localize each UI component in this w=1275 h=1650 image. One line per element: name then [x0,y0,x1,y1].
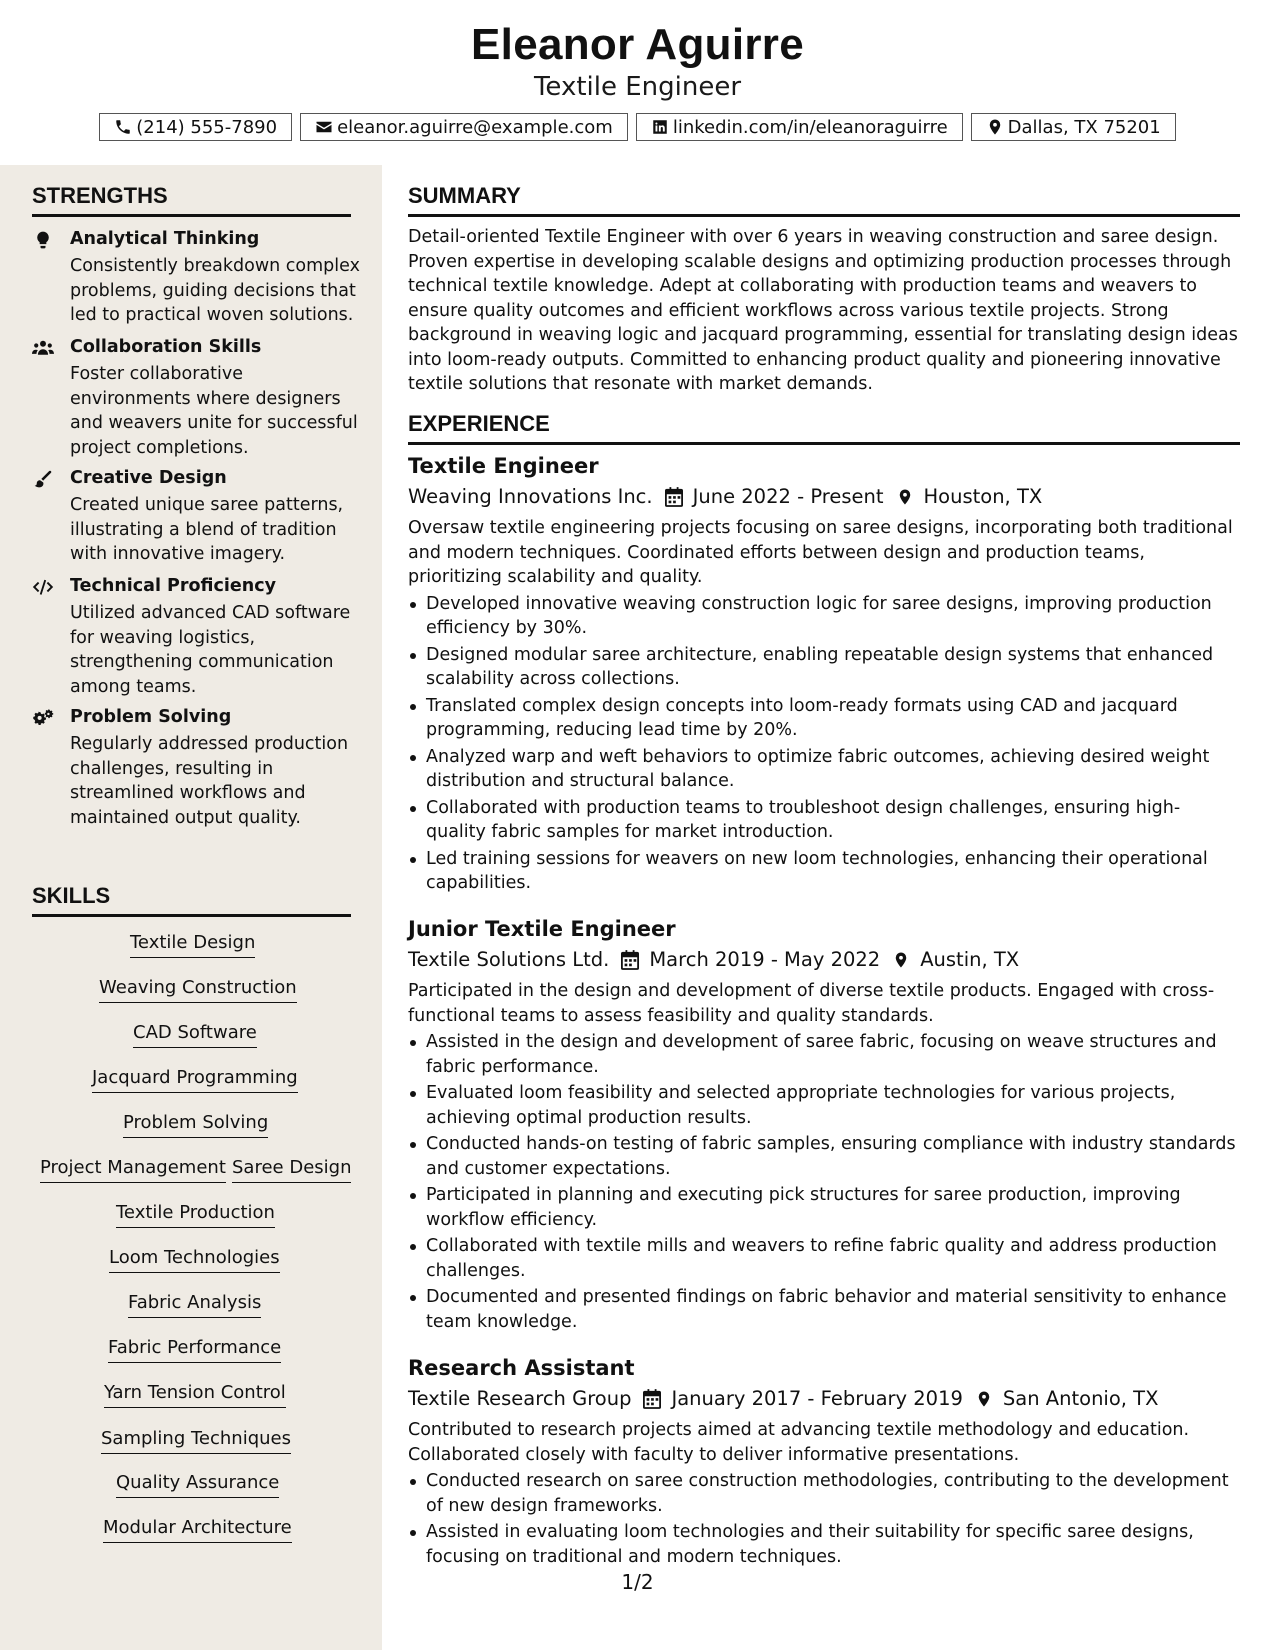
phone-icon [114,118,132,136]
skill-tag: Weaving Construction [99,977,297,1003]
contact-location-text: Dallas, TX 75201 [1007,116,1161,138]
job-bullets [408,1030,1240,1334]
skill-tag: Textile Design [130,932,255,958]
job-bullet: Collaborated with production teams to troubleshoot design challenges, ensuring high-quality fabric samples for market introduction. [408,796,1240,845]
contact-email[interactable] [300,113,628,141]
users-icon [32,338,56,358]
job-bullet: Analyzed warp and weft behaviors to optimize fabric outcomes, achieving desired weight distribution and structural balance. [408,745,1240,794]
skill-tag: CAD Software [133,1022,257,1048]
job-bullet: Assisted in the design and development of saree fabric, focusing on weave structures and fabric performance. [408,1030,1240,1079]
skill-tag: Loom Technologies [109,1247,280,1273]
contact-location[interactable] [971,113,1176,141]
skill-tag: Fabric Analysis [128,1292,261,1318]
strength-description: Regularly addressed production challenges, resulting in streamlined workflows and maintained output quality. [70,734,349,828]
skill-tag: Problem Solving [123,1112,268,1138]
strength-name: Analytical Thinking [70,229,260,249]
candidate-title: Textile Engineer [533,72,742,102]
calendar-icon [643,1389,661,1409]
paintbrush-icon [32,469,56,489]
job-bullet: Developed innovative weaving construction logic for saree designs, improving production efficiency by 30%. [408,592,1240,641]
map-pin-icon [896,487,914,507]
job-title: Research Assistant [408,1356,635,1380]
job-bullet: Assisted in evaluating loom technologies and their suitability for specific saree designs, focusing on traditional and modern techniques. [408,1520,1240,1569]
job-bullet: Conducted research on saree construction methodologies, contributing to the development of new design frameworks. [408,1469,1240,1518]
strength-name: Problem Solving [70,707,232,727]
job-bullet: Conducted hands-on testing of fabric samples, ensuring compliance with industry standards and customer expectations. [408,1132,1240,1181]
job-title: Junior Textile Engineer [408,917,676,941]
strength-description: Consistently breakdown complex problems, guiding decisions that led to practical woven solutions. [70,256,360,325]
strength-name: Collaboration Skills [70,337,262,357]
skill-tag: Yarn Tension Control [104,1382,286,1408]
job-location: San Antonio, TX [1002,1387,1159,1410]
strength-name: Technical Proficiency [70,576,276,596]
job-bullets [408,592,1240,896]
skills-heading: SKILLS [32,883,351,917]
contact-linkedin[interactable] [636,113,963,141]
job-location: Houston, TX [923,485,1043,508]
calendar-icon [665,487,683,507]
job-dates: March 2019 - May 2022 [649,948,881,971]
skill-tag: Sampling Techniques [101,1428,291,1454]
job-description: Contributed to research projects aimed at advancing textile methodology and education. Collaborated closely with faculty to deliver informative presentations. [408,1420,1190,1465]
job-description: Oversaw textile engineering projects focusing on saree designs, incorporating both traditional and modern techniques. Coordinated efforts between design and production teams, prioritizing scalability and quality. [408,518,1233,587]
map-pin-icon [975,1389,993,1409]
job-meta [408,1384,1240,1414]
job-dates: June 2022 - Present [692,485,884,508]
job-bullet: Participated in planning and executing pick structures for saree production, improving workflow efficiency. [408,1183,1240,1232]
skill-tag: Modular Architecture [103,1517,292,1543]
gears-icon [32,708,56,728]
contact-bar [0,113,1275,141]
contact-email-text: eleanor.aguirre@example.com [337,116,613,138]
job-title: Textile Engineer [408,454,599,478]
summary-text: Detail-oriented Textile Engineer with over 6 years in weaving construction and saree design. Proven expertise in developing scalable designs and optimizing production processes through technical textile knowledge. Adept at collaborating with production teams and weavers to ensure quality outcomes and efficient workflows across various textile projects. Strong background in weaving logic and jacquard programming, essential for translating design ideas into loom-ready outputs. Committed to enhancing product quality and pioneering innovative textile solutions that resonate with market demands. [408,227,1238,394]
envelope-icon [315,118,333,136]
job-entry [408,914,1240,1334]
resume-header [0,0,1275,165]
job-meta [408,482,1240,512]
job-bullets [408,1469,1240,1569]
job-bullet: Led training sessions for weavers on new loom technologies, enhancing their operational capabilities. [408,847,1240,896]
strength-description: Foster collaborative environments where designers and weavers unite for successful project completions. [70,364,358,458]
job-company: Textile Research Group [408,1387,632,1410]
map-pin-icon [892,950,910,970]
strength-name: Creative Design [70,468,227,488]
job-dates: January 2017 - February 2019 [671,1387,963,1410]
job-location: Austin, TX [920,948,1020,971]
job-description: Participated in the design and development of diverse textile products. Engaged with cross-functional teams to assess feasibility and quality standards. [408,981,1215,1026]
job-entry [408,1353,1240,1569]
lightbulb-icon [32,230,56,250]
job-bullet: Collaborated with textile mills and weavers to refine fabric quality and address production challenges. [408,1234,1240,1283]
job-bullet: Evaluated loom feasibility and selected appropriate technologies for various projects, achieving optimal production results. [408,1081,1240,1130]
strengths-heading: STRENGTHS [32,183,351,217]
contact-phone[interactable] [99,113,292,141]
sidebar [0,165,382,1650]
code-icon [32,577,56,597]
skill-tag: Jacquard Programming [92,1067,298,1093]
summary-heading: SUMMARY [408,183,1240,217]
skill-tag: Project Management [40,1157,226,1183]
strength-description: Created unique saree patterns, illustrating a blend of tradition with innovative imagery. [70,495,344,564]
skill-tag: Fabric Performance [108,1337,281,1363]
candidate-name: Eleanor Aguirre [471,20,804,69]
linkedin-icon [651,118,669,136]
strength-description: Utilized advanced CAD software for weaving logistics, strengthening communication among teams. [70,603,351,697]
job-bullet: Translated complex design concepts into loom-ready formats using CAD and jacquard programming, reducing lead time by 20%. [408,694,1240,743]
experience-heading: EXPERIENCE [408,411,1240,445]
page-number: 1/2 [621,1570,654,1594]
calendar-icon [621,950,639,970]
map-pin-icon [986,118,1004,136]
job-bullet: Designed modular saree architecture, enabling repeatable design systems that enhanced scalability across collections. [408,643,1240,692]
skill-tag: Textile Production [116,1202,275,1228]
job-company: Textile Solutions Ltd. [408,948,610,971]
job-bullet: Documented and presented findings on fabric behavior and material sensitivity to enhance team knowledge. [408,1285,1240,1334]
job-meta [408,945,1240,975]
contact-linkedin-text: linkedin.com/in/eleanoraguirre [672,116,948,138]
job-company: Weaving Innovations Inc. [408,485,653,508]
skill-tag: Quality Assurance [116,1472,279,1498]
contact-phone-text: (214) 555-7890 [136,116,278,138]
skill-tag: Saree Design [232,1157,351,1183]
job-entry [408,451,1240,896]
